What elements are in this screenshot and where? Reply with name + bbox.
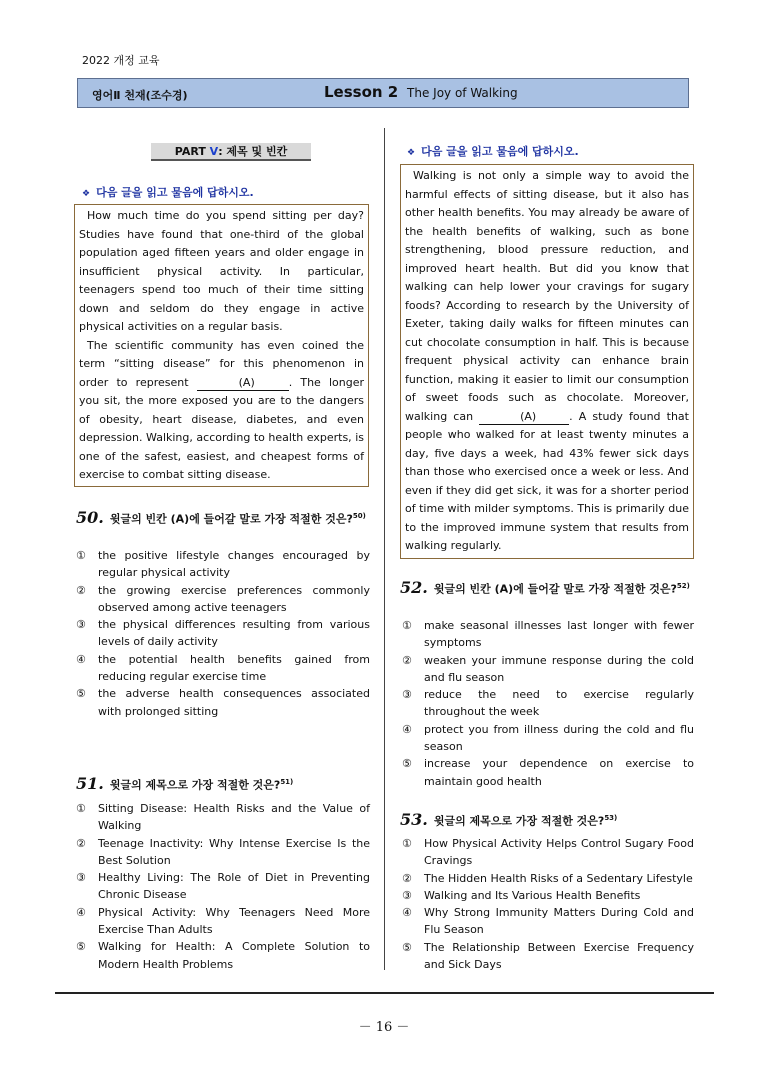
question-number: 50. (76, 507, 104, 527)
question-number: 52. (400, 577, 428, 597)
choice-4[interactable]: ④ Physical Activity: Why Teenagers Need More Exercise Than Adults (76, 905, 370, 937)
lesson-header-bar (77, 78, 689, 108)
right-instruction-text: 다음 글을 읽고 물음에 답하시오. (421, 145, 579, 158)
choice-2[interactable]: ② Teenage Inactivity: Why Intense Exercise Is the Best Solution (76, 836, 370, 867)
choices-50 (76, 547, 370, 720)
column-divider (384, 128, 385, 970)
question-number: 51. (76, 773, 104, 793)
choice-2[interactable]: ② The Hidden Health Risks of a Sedentary Lifestyle (402, 871, 693, 885)
passage-paragraph: How much time do you spend sitting per day? Studies have found that one-third of the global population aged fifteen years and older engage in insufficient physical activity. In particular, teenagers spend too much of their time sitting down and seldom do they engage in active physical activities on a regular basis. (79, 209, 364, 333)
choice-3[interactable]: ③ Healthy Living: The Role of Diet in Preventing Chronic Disease (76, 871, 370, 902)
choice-5[interactable]: ⑤ The Relationship Between Exercise Frequency and Sick Days (402, 940, 694, 972)
choice-4[interactable]: ④ the potential health benefits gained from reducing regular exercise time (76, 652, 370, 684)
part-roman-numeral: Ⅴ (209, 145, 219, 158)
left-instruction-text: 다음 글을 읽고 물음에 답하시오. (96, 186, 254, 199)
part-name: : 제목 및 빈칸 (218, 145, 288, 158)
blank-A: (A) (197, 376, 289, 391)
diamond-bullet-icon: ❖ (407, 148, 416, 158)
choice-5[interactable]: ⑤ Walking for Health: A Complete Solution to Modern Health Problems (76, 940, 370, 971)
lesson-title (324, 83, 518, 101)
choice-1[interactable]: ① the positive lifestyle changes encouraged by regular physical activity (76, 549, 370, 580)
curriculum-label: 2022 개정 교육 (82, 54, 160, 67)
passage-paragraph (79, 337, 364, 485)
diamond-bullet-icon: ❖ (82, 189, 91, 199)
choice-2[interactable]: ② weaken your immune response during the cold and flu season (402, 653, 694, 684)
question-text: 윗글의 제목으로 가장 적절한 것은? (433, 814, 605, 828)
blank-A: (A) (479, 410, 569, 425)
choice-3[interactable]: ③ reduce the need to exercise regularly throughout the week (402, 688, 694, 719)
footnote-ref: 52) (676, 582, 690, 590)
passage-paragraph (405, 167, 689, 556)
passage-text: . A study found that people who walked for at least twenty minutes a day, five days a week, had 43% fewer sick days than those who exercised once a week or less. And even if they did get sick, it was for a shorter period of time with milder symptoms. This is primarily due to the improved immune system that results from walking regularly. (405, 409, 689, 552)
choice-3[interactable]: ③ the physical differences resulting from various levels of daily activity (76, 618, 370, 649)
choices-53 (402, 835, 694, 973)
footnote-ref: 51) (280, 778, 294, 786)
passage-sitting-disease (74, 204, 369, 487)
question-50 (76, 508, 370, 528)
passage-text: The scientific community has even coined the term “sitting disease” for this phenomenon in order to represent (79, 338, 364, 389)
question-text: 윗글의 제목으로 가장 적절한 것은? (109, 778, 281, 792)
choice-4[interactable]: ④ Why Strong Immunity Matters During Cold and Flu Season (402, 906, 694, 937)
lesson-name: The Joy of Walking (407, 86, 518, 100)
right-instruction (407, 143, 579, 159)
passage-walking-benefits (400, 164, 694, 559)
footnote-ref: 53) (604, 814, 618, 822)
choices-52 (402, 617, 694, 790)
footnote-ref: 50) (352, 512, 366, 520)
choice-1[interactable]: ① How Physical Activity Helps Control Sugary Food Cravings (402, 837, 694, 868)
question-text: 윗글의 빈칸 (A)에 들어갈 말로 가장 적절한 것은? (109, 512, 353, 526)
question-51 (76, 774, 370, 794)
choice-1[interactable]: ① make seasonal illnesses last longer with fewer symptoms (402, 619, 694, 650)
part-title (151, 143, 311, 161)
part-label: PART (174, 145, 206, 158)
question-53 (400, 810, 694, 830)
passage-text: . The longer you sit, the more exposed you are to the dangers of obesity, heart disease, diabetes, and even depression. Walking, according to health experts, is one of the safest, easiest, and cheapest forms of exercise to combat sitting disease. (79, 375, 364, 481)
choice-2[interactable]: ② the growing exercise preferences commonly observed among active teenagers (76, 583, 370, 614)
question-text: 윗글의 빈칸 (A)에 들어갈 말로 가장 적절한 것은? (433, 582, 677, 596)
choice-4[interactable]: ④ protect you from illness during the cold and flu season (402, 722, 694, 754)
question-52 (400, 578, 694, 598)
footer-rule (55, 992, 714, 994)
passage-text: Walking is not only a simple way to avoid the harmful effects of sitting disease, but it also has other health benefits. You may already be aware of the health benefits of walking, such as bone strengthening, blood pressure reduction, and improved heart health. But did you know that walking can help lower your cravings for sugary foods? According to research by the University of Exeter, taking daily walks for fifteen minutes can cut chocolate consumption in half. This is because frequent physical activity can enhance brain function, making it easier to limit our consumption of sweet foods such as chocolate. Moreover, walking can (405, 169, 689, 423)
choice-3[interactable]: ③ Walking and Its Various Health Benefits (402, 888, 641, 902)
textbook-label: 영어Ⅱ 천재(조수경) (92, 89, 188, 102)
question-number: 53. (400, 809, 428, 829)
choice-5[interactable]: ⑤ increase your dependence on exercise to maintain good health (402, 757, 694, 788)
lesson-number: Lesson 2 (324, 83, 399, 101)
choices-51 (76, 800, 370, 973)
choice-5[interactable]: ⑤ the adverse health consequences associated with prolonged sitting (76, 687, 370, 718)
page-number: － 16 － (358, 1020, 410, 1035)
choice-1[interactable]: ① Sitting Disease: Health Risks and the Value of Walking (76, 802, 370, 833)
left-instruction (82, 184, 254, 200)
